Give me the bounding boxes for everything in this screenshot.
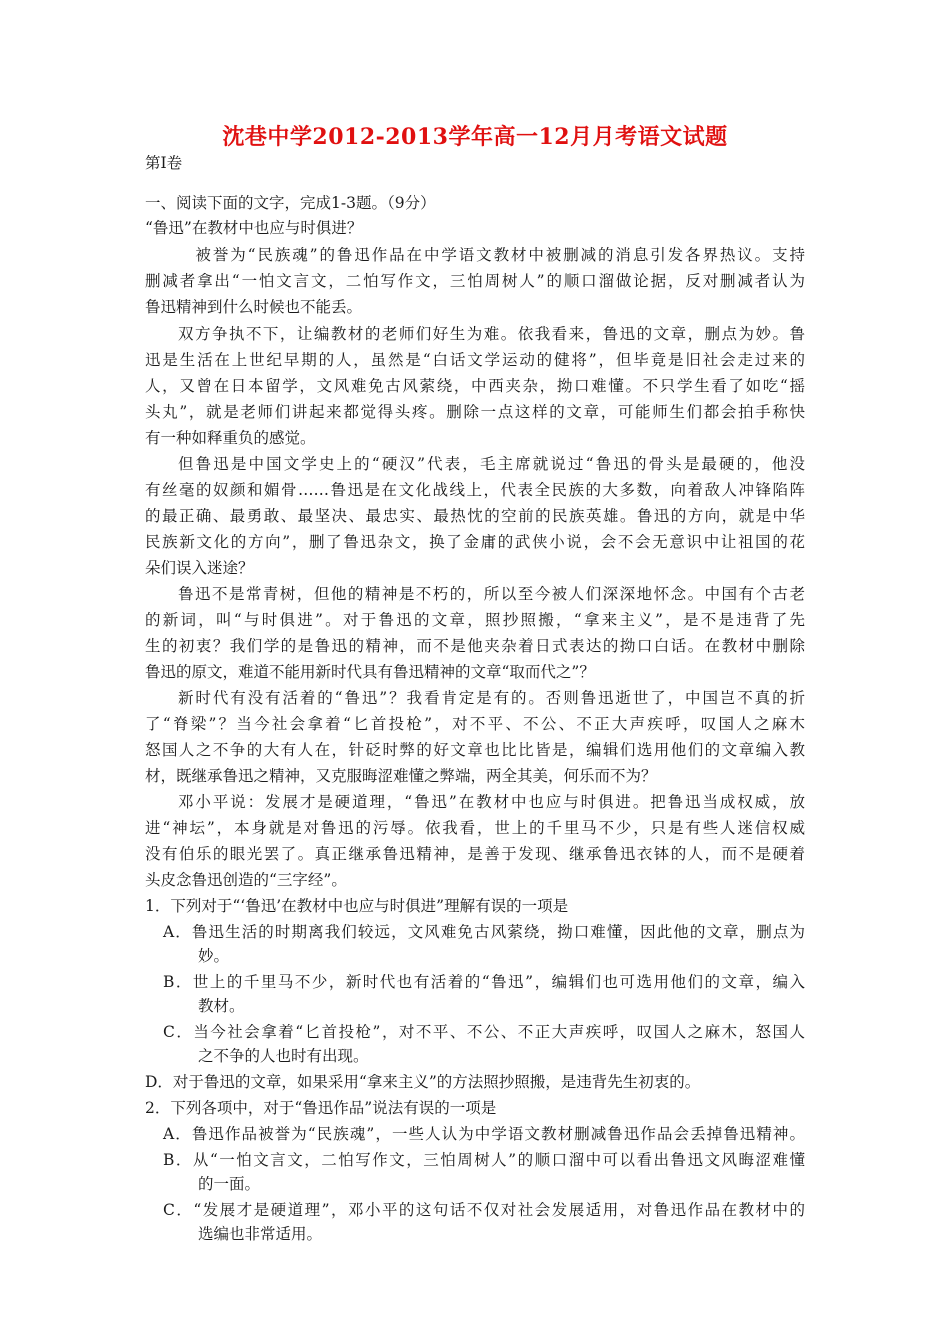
text-line: 有丝毫的奴颜和媚骨……鲁迅是在文化战线上，代表全民族的大多数，向着敌人冲锋陷阵 (145, 481, 805, 499)
text-line: 头丸”，就是老师们讲起来都觉得头疼。删除一点这样的文章，可能师生们都会拍手称快 (145, 403, 805, 421)
text-line: “鲁迅”在教材中也应与时俱进？ (145, 219, 363, 237)
text-line: A．鲁迅作品被誉为“民族魂”，一些人认为中学语文教材删减鲁迅作品会丢掉鲁迅精神。 (163, 1125, 805, 1143)
text-line: 妙。 (198, 947, 230, 965)
text-line: 鲁迅不是常青树，但他的精神是不朽的，所以至今被人们深深地怀念。中国有个古老 (178, 585, 805, 603)
text-line: 邓小平说：发展才是硬道理，“鲁迅”在教材中也应与时俱进。把鲁迅当成权威，放 (178, 793, 805, 811)
text-line: 人，又曾在日本留学，文风难免古风萦绕，中西夹杂，拗口难懂。不只学生看了如吃“摇 (145, 377, 805, 395)
text-line: 怒国人之不争的大有人在，针砭时弊的好文章也比比皆是，编辑们选用他们的文章编入教 (145, 741, 805, 759)
text-line: 材，既继承鲁迅之精神，又克服晦涩难懂之弊端，两全其美，何乐而不为？ (145, 767, 657, 785)
text-line: 之不争的人也时有出现。 (198, 1047, 369, 1065)
text-line: 一、阅读下面的文字，完成1-3题。（9分） (145, 194, 436, 212)
text-line: 民族新文化的方向”，删了鲁迅杂文，换了金庸的武侠小说，会不会无意识中让祖国的花 (145, 533, 805, 551)
text-line: C．当今社会拿着“匕首投枪”，对不平、不公、不正大声疾呼，叹国人之麻木，怒国人 (163, 1023, 805, 1041)
text-line: 的一面。 (198, 1175, 261, 1193)
text-line: 迅是生活在上世纪早期的人，虽然是“白话文学运动的健将”，但毕竟是旧社会走过来的 (145, 351, 805, 369)
text-line: D．对于鲁迅的文章，如果采用“拿来主义”的方法照抄照搬，是违背先生初衷的。 (145, 1073, 701, 1091)
text-line: 双方争执不下，让编教材的老师们好生为难。依我看来，鲁迅的文章，删点为妙。鲁 (178, 325, 805, 343)
text-line: 被誉为“民族魂”的鲁迅作品在中学语文教材中被删减的消息引发各界热议。支持 (178, 246, 805, 264)
text-line: 没有伯乐的眼光罢了。真正继承鲁迅精神，是善于发现、继承鲁迅衣钵的人，而不是硬着 (145, 845, 805, 863)
text-line: 有一种如释重负的感觉。 (145, 429, 316, 447)
text-line: 鲁迅的原文，难道不能用新时代具有鲁迅精神的文章“取而代之”？ (145, 663, 595, 681)
text-line: A．鲁迅生活的时期离我们较远，文风难免古风萦绕，拗口难懂，因此他的文章，删点为 (163, 923, 805, 941)
text-line: 新时代有没有活着的“鲁迅”？我看肯定是有的。否则鲁迅逝世了，中国岂不真的折 (178, 689, 805, 707)
text-line: 删减者拿出“一怕文言文，二怕写作文，三怕周树人”的顺口溜做论据，反对删减者认为 (145, 272, 805, 290)
text-line: 生的初衷？我们学的是鲁迅的精神，而不是他夹杂着日式表达的拗口白话。在教材中删除 (145, 637, 805, 655)
text-line: B．从“一怕文言文，二怕写作文，三怕周树人”的顺口溜中可以看出鲁迅文风晦涩难懂 (163, 1151, 805, 1169)
text-line: 2．下列各项中，对于“鲁迅作品”说法有误的一项是 (145, 1099, 497, 1117)
text-line: 选编也非常适用。 (198, 1225, 323, 1243)
text-line: 进“神坛”，本身就是对鲁迅的污辱。依我看，世上的千里马不少，只是有些人迷信权威 (145, 819, 805, 837)
text-line: B．世上的千里马不少，新时代也有活着的“鲁迅”，编辑们也可选用他们的文章，编入 (163, 973, 805, 991)
section-label: 第Ⅰ卷 (145, 154, 183, 172)
text-line: 的最正确、最勇敢、最坚决、最忠实、最热忱的空前的民族英雄。鲁迅的方向，就是中华 (145, 507, 805, 525)
text-line: 1．下列对于“‘鲁迅’在教材中也应与时俱进”理解有误的一项是 (145, 897, 569, 915)
text-line: 的新词，叫“与时俱进”。对于鲁迅的文章，照抄照搬，“拿来主义”，是不是违背了先 (145, 611, 805, 629)
text-line: 但鲁迅是中国文学史上的“硬汉”代表，毛主席就说过“鲁迅的骨头是最硬的，他没 (178, 455, 805, 473)
text-line: C．“发展才是硬道理”，邓小平的这句话不仅对社会发展适用，对鲁迅作品在教材中的 (163, 1201, 805, 1219)
text-line: 教材。 (198, 997, 245, 1015)
text-line: 头皮念鲁迅创造的“三字经”。 (145, 871, 347, 889)
exam-title: 沈巷中学2012-2013学年高一12月月考语文试题 (222, 124, 728, 150)
text-line: 朵们误入迷途？ (145, 559, 254, 577)
text-line: 鲁迅精神到什么时候也不能丢。 (145, 298, 363, 316)
text-line: 了“脊梁”？当今社会拿着“匕首投枪”，对不平、不公、不正大声疾呼，叹国人之麻木 (145, 715, 805, 733)
